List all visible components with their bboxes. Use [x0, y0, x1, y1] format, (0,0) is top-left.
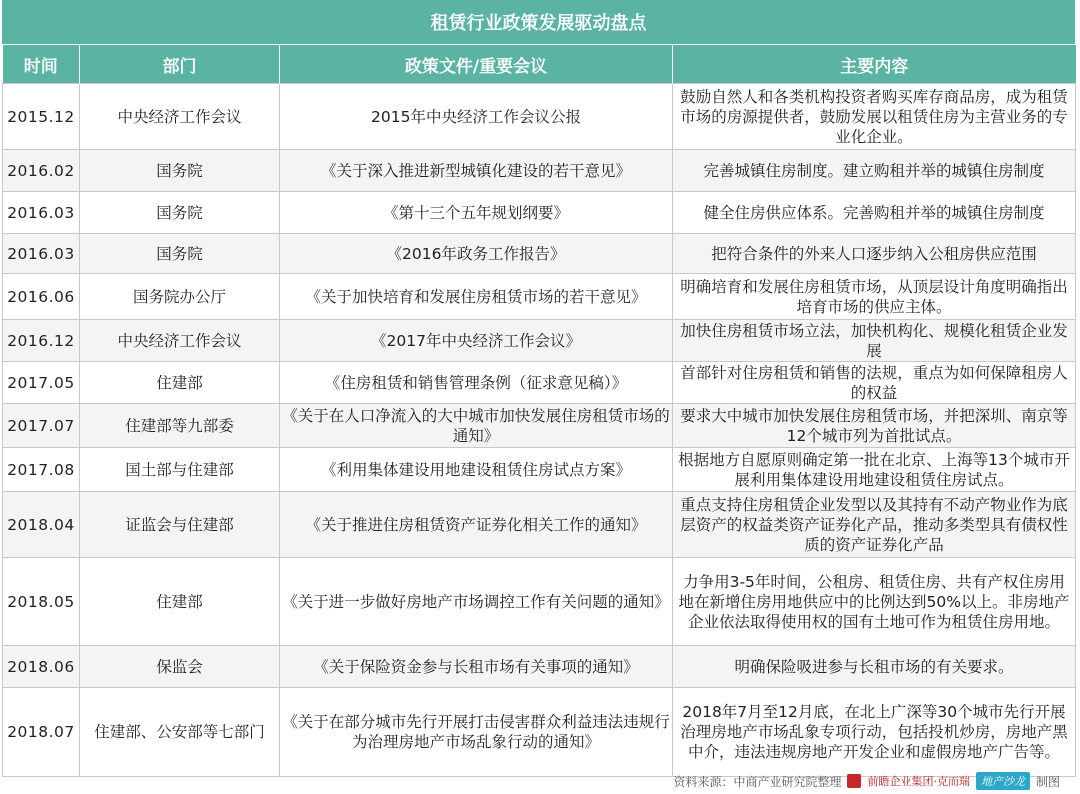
cell-document: 《2016年政务工作报告》	[280, 234, 673, 274]
cell-department: 住建部	[80, 558, 280, 646]
cell-date: 2017.08	[3, 448, 80, 492]
table-row	[3, 646, 1076, 688]
cell-department: 国务院	[80, 234, 280, 274]
cell-content: 把符合条件的外来人口逐步纳入公租房供应范围	[673, 234, 1076, 274]
cell-document: 《关于在人口净流入的大中城市加快发展住房租赁市场的通知》	[280, 404, 673, 448]
cell-content: 明确保险吸进参与长租市场的有关要求。	[673, 646, 1076, 688]
table-row	[3, 492, 1076, 558]
brand-badge: 地产沙龙	[976, 772, 1030, 790]
cell-department: 保监会	[80, 646, 280, 688]
table-row	[3, 320, 1076, 362]
cell-date: 2017.07	[3, 404, 80, 448]
table-row	[3, 150, 1076, 192]
cell-department: 住建部、公安部等七部门	[80, 688, 280, 777]
cell-date: 2018.06	[3, 646, 80, 688]
cell-document: 《关于进一步做好房地产市场调控工作有关问题的通知》	[280, 558, 673, 646]
cell-content: 力争用3-5年时间，公租房、租赁住房、共有产权住房用地在新增住房用地供应中的比例达到50%以上。非房地产企业依法取得使用权的国有土地可作为租赁住房用地。	[673, 558, 1076, 646]
cell-department: 住建部等九部委	[80, 404, 280, 448]
cell-document: 《关于深入推进新型城镇化建设的若干意见》	[280, 150, 673, 192]
header-row	[3, 45, 1076, 84]
table-row	[3, 558, 1076, 646]
company-logo-icon	[847, 774, 861, 788]
cell-content: 根据地方自愿原则确定第一批在北京、上海等13个城市开展利用集体建设用地建设租赁住房试点。	[673, 448, 1076, 492]
cell-content: 要求大中城市加快发展住房租赁市场，并把深圳、南京等12个城市列为首批试点。	[673, 404, 1076, 448]
cell-document: 2015年中央经济工作会议公报	[280, 84, 673, 150]
cell-date: 2017.05	[3, 362, 80, 404]
cell-document: 《关于保险资金参与长租市场有关事项的通知》	[280, 646, 673, 688]
table-row	[3, 404, 1076, 448]
cell-document: 《利用集体建设用地建设租赁住房试点方案》	[280, 448, 673, 492]
cell-department: 国务院办公厅	[80, 274, 280, 320]
cell-date: 2015.12	[3, 84, 80, 150]
table-row	[3, 274, 1076, 320]
cell-document: 《2017年中央经济工作会议》	[280, 320, 673, 362]
source-note: 资料来源：中商产业研究院整理	[673, 774, 842, 789]
cell-department: 住建部	[80, 362, 280, 404]
column-header-date: 时间	[3, 45, 80, 84]
column-header-content: 主要内容	[673, 45, 1076, 84]
cell-department: 国土部与住建部	[80, 448, 280, 492]
cell-date: 2018.05	[3, 558, 80, 646]
table-row	[3, 688, 1076, 777]
cell-date: 2016.03	[3, 192, 80, 234]
table-row	[3, 448, 1076, 492]
cell-content: 健全住房供应体系。完善购租并举的城镇住房制度	[673, 192, 1076, 234]
cell-date: 2016.02	[3, 150, 80, 192]
cell-date: 2018.07	[3, 688, 80, 777]
table-row	[3, 362, 1076, 404]
cell-department: 国务院	[80, 192, 280, 234]
cell-content: 完善城镇住房制度。建立购租并举的城镇住房制度	[673, 150, 1076, 192]
cell-document: 《关于加快培育和发展住房租赁市场的若干意见》	[280, 274, 673, 320]
cell-document: 《关于推进住房租赁资产证券化相关工作的通知》	[280, 492, 673, 558]
cell-date: 2018.04	[3, 492, 80, 558]
cell-content: 鼓励自然人和各类机构投资者购买库存商品房，成为租赁市场的房源提供者，鼓励发展以租赁住房为主营业务的专业化企业。	[673, 84, 1076, 150]
table-title: 租赁行业政策发展驱动盘点	[2, 0, 1075, 44]
cell-department: 证监会与住建部	[80, 492, 280, 558]
cell-document: 《关于在部分城市先行开展打击侵害群众利益违法违规行为治理房地产市场乱象行动的通知》	[280, 688, 673, 777]
cell-content: 2018年7月至12月底，在北上广深等30个城市先行开展治理房地产市场乱象专项行动，包括投机炒房，房地产黑中介，违法违规房地产开发企业和虚假房地产广告等。	[673, 688, 1076, 777]
column-header-department: 部门	[80, 45, 280, 84]
cell-department: 中央经济工作会议	[80, 320, 280, 362]
cell-date: 2016.03	[3, 234, 80, 274]
cell-date: 2016.06	[3, 274, 80, 320]
cell-content: 重点支持住房租赁企业发型以及其持有不动产物业作为底层资产的权益类资产证券化产品，推动多类型具有债权性质的资产证券化产品	[673, 492, 1076, 558]
policy-table	[2, 44, 1076, 777]
cell-content: 首部针对住房租赁和销售的法规，重点为如何保障租房人的权益	[673, 362, 1076, 404]
table-row	[3, 234, 1076, 274]
footer	[673, 771, 1060, 791]
footer-suffix: 制图	[1035, 774, 1060, 789]
cell-date: 2016.12	[3, 320, 80, 362]
column-header-document: 政策文件/重要会议	[280, 45, 673, 84]
cell-document: 《第十三个五年规划纲要》	[280, 192, 673, 234]
company-logo-text: 前瞻企业集团·克而瑞	[867, 775, 970, 788]
table-row	[3, 192, 1076, 234]
cell-content: 明确培育和发展住房租赁市场，从顶层设计角度明确指出培育市场的供应主体。	[673, 274, 1076, 320]
table-row	[3, 84, 1076, 150]
cell-department: 国务院	[80, 150, 280, 192]
cell-department: 中央经济工作会议	[80, 84, 280, 150]
cell-document: 《住房租赁和销售管理条例（征求意见稿）》	[280, 362, 673, 404]
cell-content: 加快住房租赁市场立法，加快机构化、规模化租赁企业发展	[673, 320, 1076, 362]
